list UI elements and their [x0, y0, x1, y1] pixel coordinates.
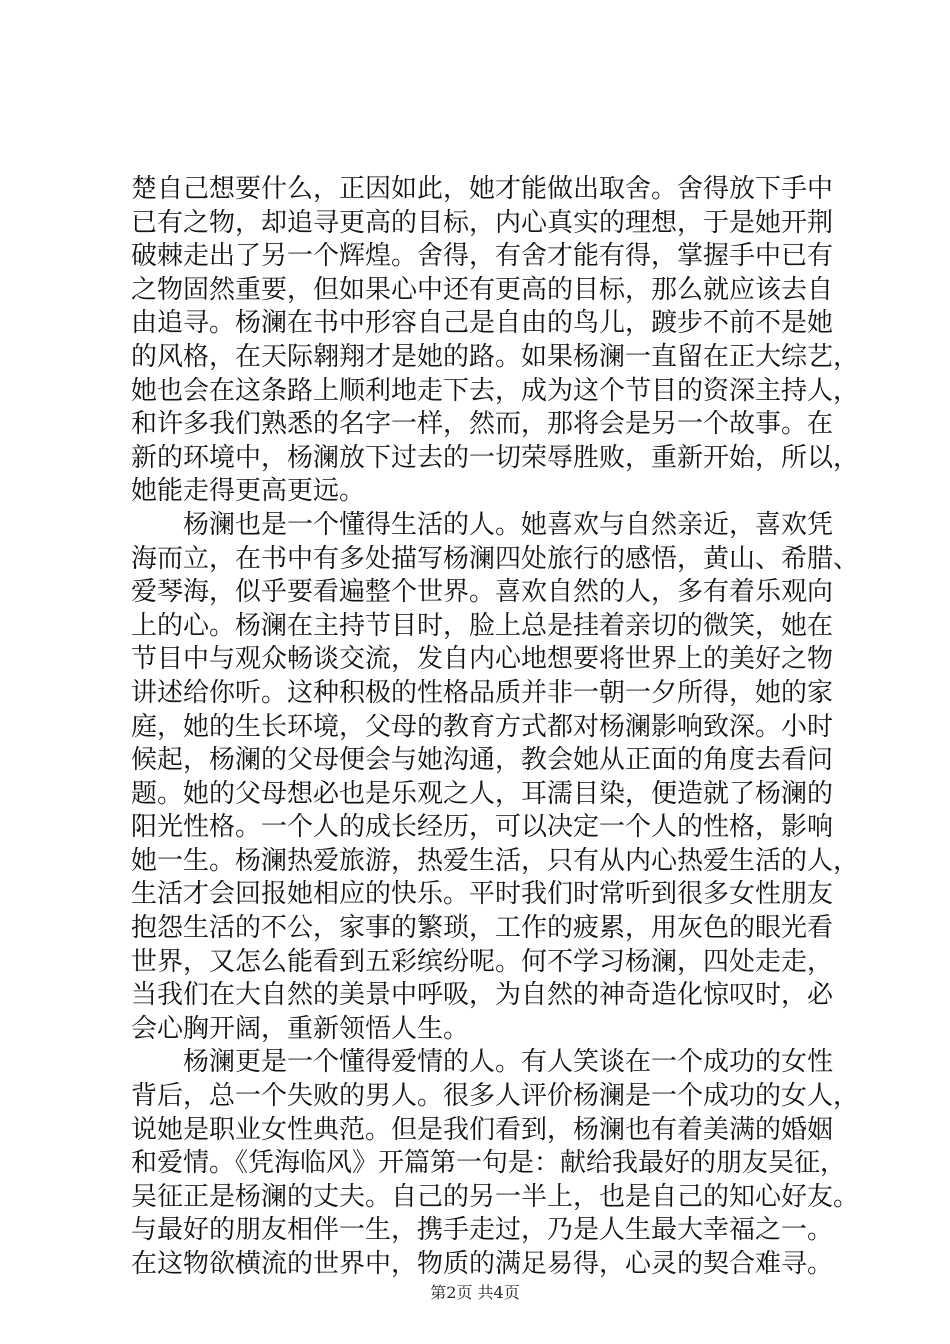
- text-line: 之物固然重要，但如果心中还有更高的目标，那么就应该去自: [131, 274, 834, 305]
- text-line: 阳光性格。一个人的成长经历，可以决定一个人的性格，影响: [131, 812, 834, 843]
- text-line: 抱怨生活的不公，家事的繁琐，工作的疲累，用灰色的眼光看: [131, 913, 834, 944]
- body-text: [131, 173, 860, 1282]
- page-footer: 第2页 共4页: [430, 1283, 520, 1302]
- text-line: 已有之物，却追寻更高的目标，内心真实的理想，于是她开荆: [131, 207, 834, 238]
- text-line: 和爱情。《凭海临风》开篇第一句是：献给我最好的朋友吴征，: [131, 1148, 847, 1179]
- text-line: 庭，她的生长环境，父母的教育方式都对杨澜影响致深。小时: [131, 711, 834, 742]
- text-line: 背后，总一个失败的男人。很多人评价杨澜是一个成功的女人，: [131, 1081, 860, 1112]
- text-line: 由追寻。杨澜在书中形容自己是自由的鸟儿，踱步不前不是她: [131, 308, 834, 339]
- text-line: 破棘走出了另一个辉煌。舍得，有舍才能有得，掌握手中已有: [131, 241, 834, 272]
- text-line: 她一生。杨澜热爱旅游，热爱生活，只有从内心热爱生活的人，: [131, 845, 860, 876]
- text-line: 她能走得更高更远。: [131, 476, 366, 507]
- text-line: 会心胸开阔，重新领悟人生。: [131, 1013, 470, 1044]
- text-line: 杨澜也是一个懂得生活的人。她喜欢与自然亲近，喜欢凭: [183, 509, 834, 540]
- text-line: 与最好的朋友相伴一生，携手走过，乃是人生最大幸福之一。: [131, 1215, 834, 1246]
- text-line: 当我们在大自然的美景中呼吸，为自然的神奇造化惊叹时，必: [131, 980, 834, 1011]
- text-line: 说她是职业女性典范。但是我们看到，杨澜也有着美满的婚姻: [131, 1114, 834, 1145]
- text-line: 的风格，在天际翱翔才是她的路。如果杨澜一直留在正大综艺，: [131, 341, 860, 372]
- text-line: 讲述给你听。这种积极的性格品质并非一朝一夕所得，她的家: [131, 677, 834, 708]
- text-line: 爱琴海，似乎要看遍整个世界。喜欢自然的人，多有着乐观向: [131, 577, 834, 608]
- text-line: 海而立，在书中有多处描写杨澜四处旅行的感悟，黄山、希腊、: [131, 543, 860, 574]
- text-line: 上的心。杨澜在主持节目时，脸上总是挂着亲切的微笑，她在: [131, 610, 834, 641]
- text-line: 候起，杨澜的父母便会与她沟通，教会她从正面的角度去看问: [131, 745, 834, 776]
- text-line: 世界，又怎么能看到五彩缤纷呢。何不学习杨澜，四处走走，: [131, 946, 834, 977]
- text-line: 生活才会回报她相应的快乐。平时我们时常听到很多女性朋友: [131, 879, 834, 910]
- text-line: 题。她的父母想必也是乐观之人，耳濡目染，便造就了杨澜的: [131, 778, 834, 809]
- text-line: 楚自己想要什么，正因如此，她才能做出取舍。舍得放下手中: [131, 174, 834, 204]
- text-line: 她也会在这条路上顺利地走下去，成为这个节目的资深主持人，: [131, 375, 860, 406]
- text-line: 节目中与观众畅谈交流，发自内心地想要将世界上的美好之物: [131, 644, 834, 675]
- text-line: 新的环境中，杨澜放下过去的一切荣辱胜败，重新开始，所以，: [131, 442, 860, 473]
- text-line: 吴征正是杨澜的丈夫。自己的另一半上，也是自己的知心好友。: [131, 1181, 860, 1212]
- text-line: 杨澜更是一个懂得爱情的人。有人笑谈在一个成功的女性: [183, 1047, 834, 1078]
- text-line: 和许多我们熟悉的名字一样，然而，那将会是另一个故事。在: [131, 409, 834, 440]
- text-line: 在这物欲横流的世界中，物质的满足易得，心灵的契合难寻。: [131, 1249, 834, 1279]
